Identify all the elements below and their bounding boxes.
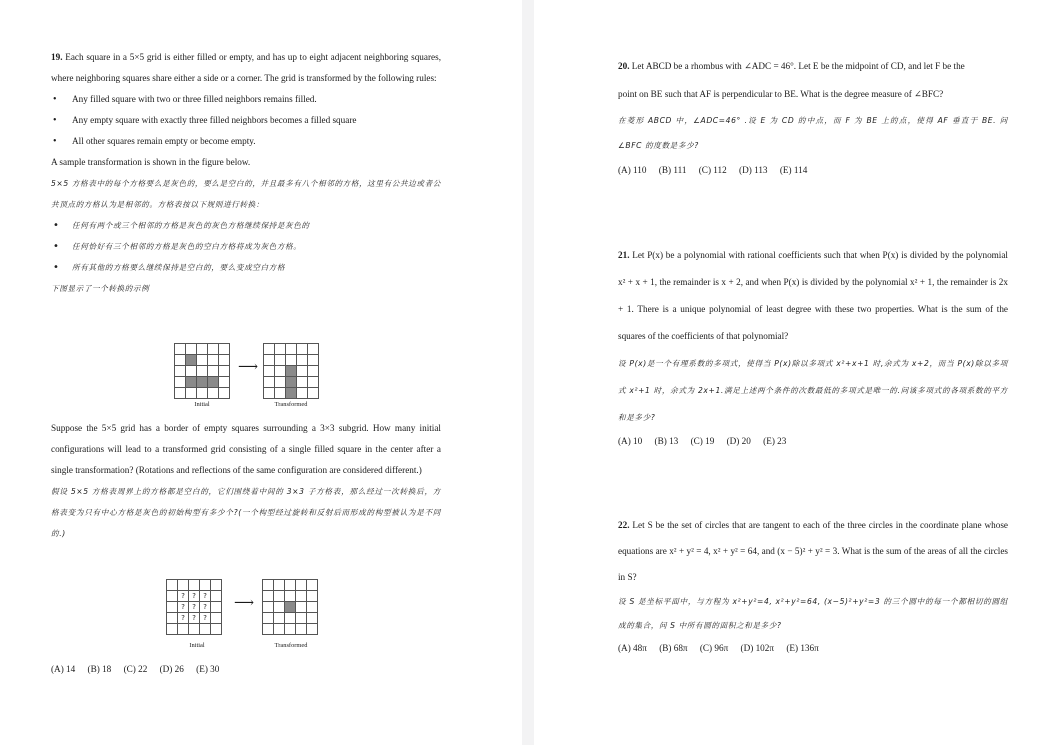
choice[interactable]: (D) 20 <box>726 436 751 446</box>
right-page <box>534 0 1056 745</box>
q21-number: 21. <box>618 250 630 260</box>
q19-zh-question: 假设 5×5 方格表周界上的方格都是空白的，它们围绕着中间的 3×3 子方格表，那么经过一次转换后，方格表变为只有中心方格是灰色的初始构型有多少个?(一个构型经过旋转和反射后而形成的构型被认为是不同的.) <box>51 487 441 538</box>
q19-intro-text: Each square in a 5×5 grid is either filled or empty, and has up to eight adjacent neighboring squares, where neighboring squares share either a side or a corner. The grid is transformed by the following rules: <box>51 52 441 83</box>
fig1-transformed-label: Transformed <box>274 401 308 408</box>
q20-zh: 在菱形 ABCD 中，∠ADC=46° .设 E 为 CD 的中点，而 F 为 BE 上的点，使得 AF 垂直于 BE. 问 ∠BFC 的度数是多少? <box>618 116 1008 150</box>
q19-zh-rules-list <box>51 215 441 278</box>
q21-text-body: Let P(x) be a polynomial with rational coefficients such that when P(x) is divided by the polynomial x² + x + 1, the remainder is x + 2, and when P(x) is divided by the polynomial x² + 1, the remainder is 2x + 1. There is a unique polynomial of least degree with these two properties. What is the sum of the squares of the coefficients of that polynomial? <box>618 250 1008 341</box>
q19-question: Suppose the 5×5 grid has a border of empty squares surrounding a 3×3 subgrid. How many initial configurations will lead to a transformed grid consisting of a single filled square in the center after a single transformation? (Rotations and reflections of the same configuration are considered different.) <box>51 423 441 475</box>
choice[interactable]: (A) 110 <box>618 165 647 175</box>
q20-line1 <box>618 52 1008 80</box>
choice[interactable]: (C) 96π <box>699 643 729 653</box>
q22-choices <box>618 638 1008 658</box>
arrow-right-icon: ⟶ <box>234 596 255 611</box>
question-21 <box>618 242 1008 451</box>
q19-zh-rule: • 所有其他的方格要么继续保持是空白的，要么变成空白方格 <box>51 257 441 278</box>
q19-zh-rule: • 任何恰好有三个相邻的方格是灰色的空白方格将成为灰色方格。 <box>51 236 441 257</box>
q20-choices <box>618 158 1008 182</box>
q19-sample-text: A sample transformation is shown in the figure below. <box>51 157 251 167</box>
q19-number: 19. <box>51 52 63 62</box>
q21-zh: 设 P(x)是一个有理系数的多项式，使得当 P(x)除以多项式 x²+x+1 时,余式为 x+2，而当 P(x)除以多项式 x²+1 时，余式为 2x+1.满足上述两个条件的次数最低的多项式是唯一的.问该多项式的各项系数的平方和是多少? <box>618 359 1008 422</box>
choice[interactable]: (C) 112 <box>698 165 727 175</box>
choice[interactable]: (B) 18 <box>87 664 112 674</box>
q19-zh-sample: 下图显示了一个转换的示例 <box>51 284 150 293</box>
q20-line2: point on BE such that AF is perpendicular to BE. What is the degree measure of ∠BFC? <box>618 89 944 99</box>
q20-line1-text: Let ABCD be a rhombus with ∠ADC = 46°. Let E be the midpoint of CD, and let F be the <box>631 61 965 71</box>
q22-text <box>618 512 1008 590</box>
q19-rule: • Any filled square with two or three filled neighbors remains filled. <box>51 89 441 110</box>
choice[interactable]: (B) 68π <box>659 643 688 653</box>
q19-intro <box>51 47 441 89</box>
fig1-initial-label: Initial <box>194 401 210 408</box>
q22-text-body: Let S be the set of circles that are tangent to each of the three circles in the coordinate plane whose equations are x² + y² = 4, x² + y² = 64, and (x − 5)² + y² = 3. What is the sum of the areas of all the circles in S? <box>618 520 1008 582</box>
question-20 <box>618 52 1008 182</box>
choice[interactable]: (E) 30 <box>196 664 220 674</box>
q22-zh: 设 S 是坐标平面中，与方程为 x²+y²=4, x²+y²=64, (x−5)²+y²=3 的三个圆中的每一个都相切的圆组成的集合，问 S 中所有圆的面积之和是多少? <box>618 597 1008 630</box>
choice[interactable]: (C) 22 <box>123 664 148 674</box>
grid-transformed-sample <box>263 343 319 399</box>
figure-sample-transformation <box>174 343 324 413</box>
grid-transformed-center <box>262 579 318 635</box>
choice[interactable]: (E) 136π <box>786 643 819 653</box>
choice[interactable]: (D) 102π <box>740 643 775 653</box>
choice[interactable]: (E) 23 <box>763 436 787 446</box>
q19-rules-list <box>51 89 441 152</box>
grid-initial-sample <box>174 343 230 399</box>
choice[interactable]: (A) 14 <box>51 664 76 674</box>
question-22 <box>618 512 1008 658</box>
q19-zh-intro: 5×5 方格表中的每个方格要么是灰色的，要么是空白的，并且最多有八个相邻的方格，这里有公共边或者公共顶点的方格认为是相邻的。方格表按以下规则进行转换： <box>51 179 441 209</box>
q21-text <box>618 242 1008 350</box>
choice[interactable]: (E) 114 <box>779 165 808 175</box>
q22-number: 22. <box>618 520 630 530</box>
q21-choices <box>618 431 1008 451</box>
question-19 <box>51 47 441 299</box>
q19-rule: • Any empty square with exactly three filled neighbors becomes a filled square <box>51 110 441 131</box>
q19-rule: • All other squares remain empty or become empty. <box>51 131 441 152</box>
fig2-initial-label: Initial <box>189 642 205 649</box>
fig2-transformed-label: Transformed <box>274 642 308 649</box>
choice[interactable]: (C) 19 <box>690 436 715 446</box>
q19-choices <box>51 659 441 680</box>
q19-zh-rule: • 任何有两个或三个相邻的方格是灰色的灰色方格继续保持是灰色的 <box>51 215 441 236</box>
choice[interactable]: (A) 48π <box>618 643 647 653</box>
choice[interactable]: (B) 13 <box>654 436 679 446</box>
choice[interactable]: (A) 10 <box>618 436 643 446</box>
choice[interactable]: (D) 26 <box>159 664 184 674</box>
question-19-continued <box>51 418 441 544</box>
arrow-right-icon: ⟶ <box>238 360 259 375</box>
choice[interactable]: (B) 111 <box>658 165 687 175</box>
grid-initial-unknown: ? ? ? ? ? ? ? ? ? <box>166 579 222 635</box>
choice[interactable]: (D) 113 <box>739 165 768 175</box>
q20-number: 20. <box>618 61 630 71</box>
figure-question-grids <box>166 579 326 651</box>
left-page <box>0 0 522 745</box>
